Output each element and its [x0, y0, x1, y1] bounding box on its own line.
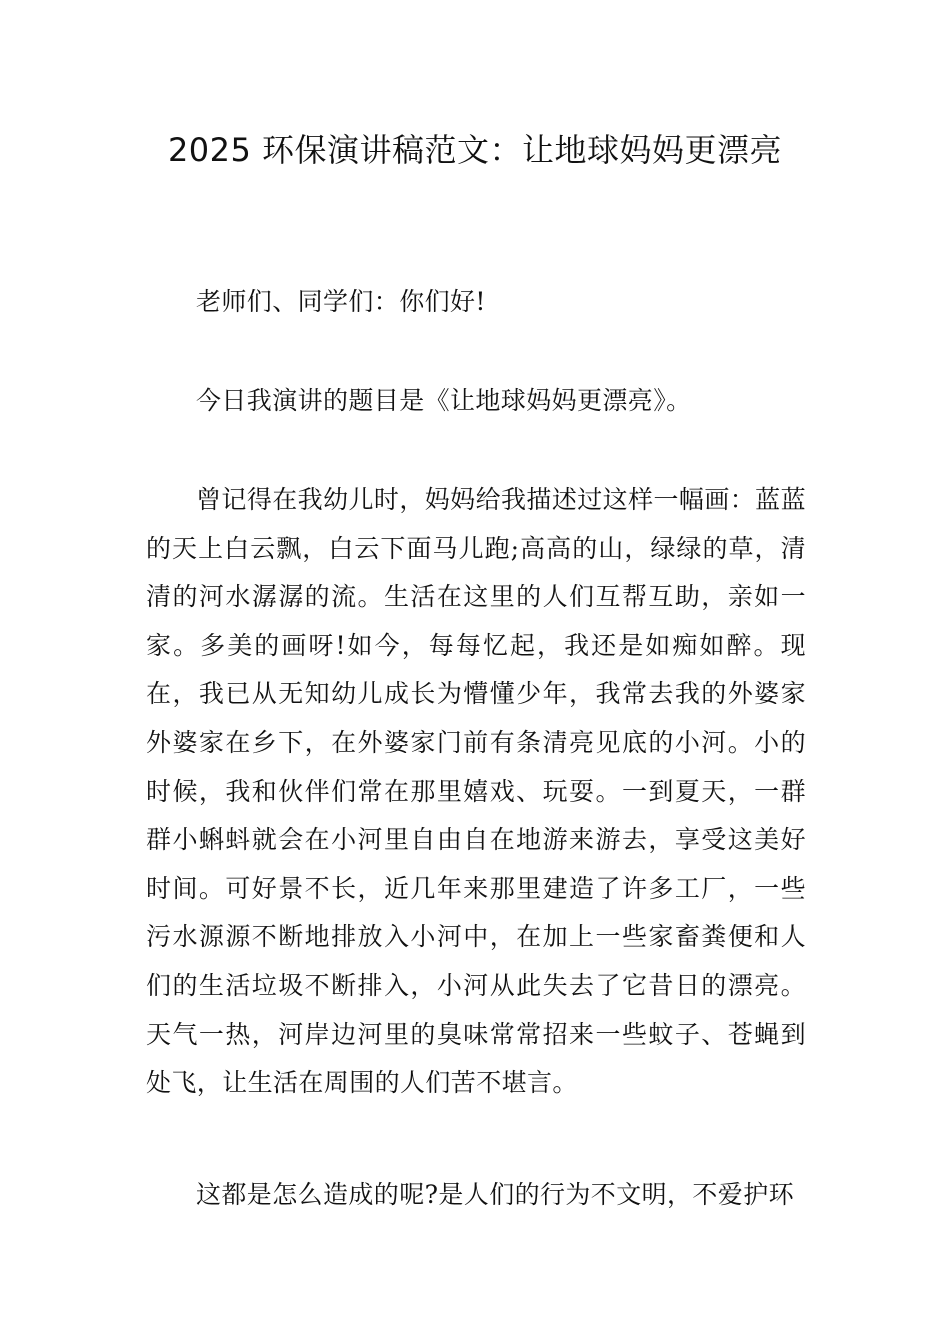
document-title: 2025 环保演讲稿范文：让地球妈妈更漂亮: [167, 131, 783, 169]
paragraph-topic: 今日我演讲的题目是《让地球妈妈更漂亮》。: [196, 386, 692, 415]
paragraph-question: 这都是怎么造成的呢?是人们的行为不文明，不爱护环: [196, 1180, 795, 1209]
paragraph-memory: 曾记得在我幼儿时，妈妈给我描述过这样一幅画：蓝蓝的天上白云飘，白云下面马儿跑;高高的山，绿绿的草，清清的河水潺潺的流。生活在这里的人们互帮互助，亲如一家。多美的画呀!如今，每每忆起，我还是如痴如醉。现在，我已从无知幼儿成长为懵懂少年，我常去我的外婆家外婆家在乡下，在外婆家门前有条清亮见底的小河。小的时候，我和伙伴们常在那里嬉戏、玩耍。一到夏天，一群群小蝌蚪就会在小河里自由自在地游来游去，享受这美好时间。可好景不长，近几年来那里建造了许多工厂，一些污水源源不断地排放入小河中，在加上一些家畜粪便和人们的生活垃圾不断排入，小河从此失去了它昔日的漂亮。天气一热，河岸边河里的臭味常常招来一些蚊子、苍蝇到处飞，让生活在周围的人们苦不堪言。: [146, 485, 806, 1098]
paragraph-greeting: 老师们、同学们：你们好!: [196, 287, 486, 316]
